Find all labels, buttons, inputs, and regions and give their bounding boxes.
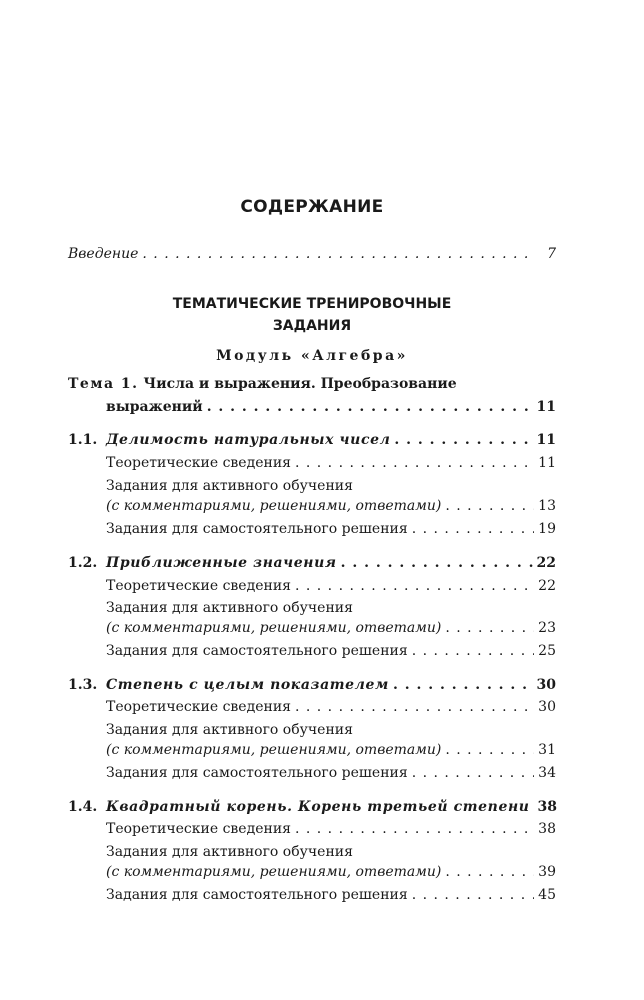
- subsection-title: Делимость натуральных чисел: [106, 432, 391, 448]
- toc-entry-active[interactable]: [106, 620, 556, 636]
- toc-entry-label: Теоретические сведения: [106, 699, 291, 715]
- toc-entry-label: (с комментариями, решениями, ответами): [106, 498, 442, 514]
- toc-entry-label: Теоретические сведения: [106, 821, 291, 837]
- toc-entry-active[interactable]: [106, 864, 556, 880]
- toc-page-number: 22: [536, 555, 556, 571]
- toc-entry-label: Теоретические сведения: [106, 455, 291, 471]
- subsection-number: 1.2.: [68, 555, 98, 571]
- toc-entry-active-line1[interactable]: Задания для активного обучения: [106, 600, 353, 616]
- subsection-title: Приближенные значения: [106, 555, 337, 571]
- topic-title-line2: выражений: [106, 399, 203, 415]
- toc-entry-subsection[interactable]: [68, 677, 556, 693]
- toc-entry-topic-1[interactable]: [68, 376, 556, 392]
- toc-entry-self[interactable]: [106, 643, 556, 659]
- toc-entry-label: (с комментариями, решениями, ответами): [106, 620, 442, 636]
- section-heading-line1: ТЕМАТИЧЕСКИЕ ТРЕНИРОВОЧНЫЕ: [172, 296, 452, 312]
- leader-dots: [445, 620, 534, 636]
- toc-entry-theory[interactable]: [106, 455, 556, 471]
- toc-entry-label: Задания для самостоятельного решения: [106, 887, 408, 903]
- leader-dots: [445, 864, 534, 880]
- toc-entry-label: Задания для самостоятельного решения: [106, 643, 408, 659]
- subsection-number: 1.3.: [68, 677, 98, 693]
- toc-entry-label: Теоретические сведения: [106, 578, 291, 594]
- toc-entry-active-line1[interactable]: Задания для активного обучения: [106, 722, 353, 738]
- page-title: СОДЕРЖАНИЕ: [240, 197, 384, 217]
- subsection-number: 1.4.: [68, 799, 98, 815]
- leader-dots: [394, 432, 532, 448]
- leader-dots: [412, 765, 534, 781]
- toc-entry-label: Задания для самостоятельного решения: [106, 521, 408, 537]
- toc-entry-theory[interactable]: [106, 821, 556, 837]
- leader-dots: [295, 578, 534, 594]
- toc-page-number: 38: [538, 821, 556, 837]
- toc-page-number: 25: [538, 643, 556, 659]
- toc-entry-self[interactable]: [106, 887, 556, 903]
- toc-entry-active[interactable]: [106, 742, 556, 758]
- leader-dots: [412, 643, 534, 659]
- toc-entry-label: Задания для самостоятельного решения: [106, 765, 408, 781]
- toc-page-number: 11: [538, 455, 556, 471]
- toc-page-number: 45: [538, 887, 556, 903]
- toc-page-number: 34: [538, 765, 556, 781]
- leader-dots: [295, 699, 534, 715]
- toc-page-number: 13: [538, 498, 556, 514]
- section-heading-line2: ЗАДАНИЯ: [272, 318, 352, 334]
- toc-entry-active[interactable]: [106, 498, 556, 514]
- toc-entry-active-line1[interactable]: Задания для активного обучения: [106, 478, 353, 494]
- toc-page-number: 38: [537, 799, 558, 815]
- toc-page-number: 11: [536, 432, 556, 448]
- subsection-title: Квадратный корень. Корень третьей степени: [106, 799, 530, 815]
- toc-page-number: 11: [536, 399, 556, 415]
- toc-entry-active-line1[interactable]: Задания для активного обучения: [106, 844, 353, 860]
- toc-page-number: 19: [538, 521, 556, 537]
- toc-page-number: 30: [536, 677, 556, 693]
- module-heading: Модуль «Алгебра»: [216, 348, 408, 364]
- toc-entry-intro[interactable]: [68, 246, 556, 262]
- toc-page-number: 31: [538, 742, 556, 758]
- subsection-number: 1.1.: [68, 432, 98, 448]
- toc-page-number: 7: [547, 246, 556, 262]
- leader-dots: [142, 246, 536, 262]
- topic-title-line1: Числа и выражения. Преобразование: [143, 376, 457, 392]
- subsection-title: Степень с целым показателем: [106, 677, 389, 693]
- toc-page-number: 39: [538, 864, 556, 880]
- toc-entry-subsection[interactable]: [68, 555, 556, 571]
- leader-dots: [393, 677, 533, 693]
- toc-entry-label: (с комментариями, решениями, ответами): [106, 864, 442, 880]
- toc-entry-theory[interactable]: [106, 699, 556, 715]
- toc-entry-label: (с комментариями, решениями, ответами): [106, 742, 442, 758]
- toc-page-number: 30: [538, 699, 556, 715]
- leader-dots: [412, 887, 534, 903]
- toc-page-number: 23: [538, 620, 556, 636]
- toc-entry-subsection[interactable]: [68, 432, 556, 448]
- toc-entry-subsection[interactable]: [68, 799, 556, 815]
- toc-entry-label: Введение: [68, 246, 139, 262]
- toc-entry-self[interactable]: [106, 521, 556, 537]
- leader-dots: [207, 399, 533, 415]
- leader-dots: [295, 821, 534, 837]
- leader-dots: [412, 521, 534, 537]
- leader-dots: [445, 742, 534, 758]
- toc-entry-theory[interactable]: [106, 578, 556, 594]
- leader-dots: [445, 498, 534, 514]
- toc-entry-self[interactable]: [106, 765, 556, 781]
- toc-entry-topic-1-cont[interactable]: [106, 399, 556, 415]
- topic-number: Тема 1.: [68, 376, 139, 392]
- toc-page-number: 22: [538, 578, 556, 594]
- leader-dots: [295, 455, 534, 471]
- leader-dots: [341, 555, 533, 571]
